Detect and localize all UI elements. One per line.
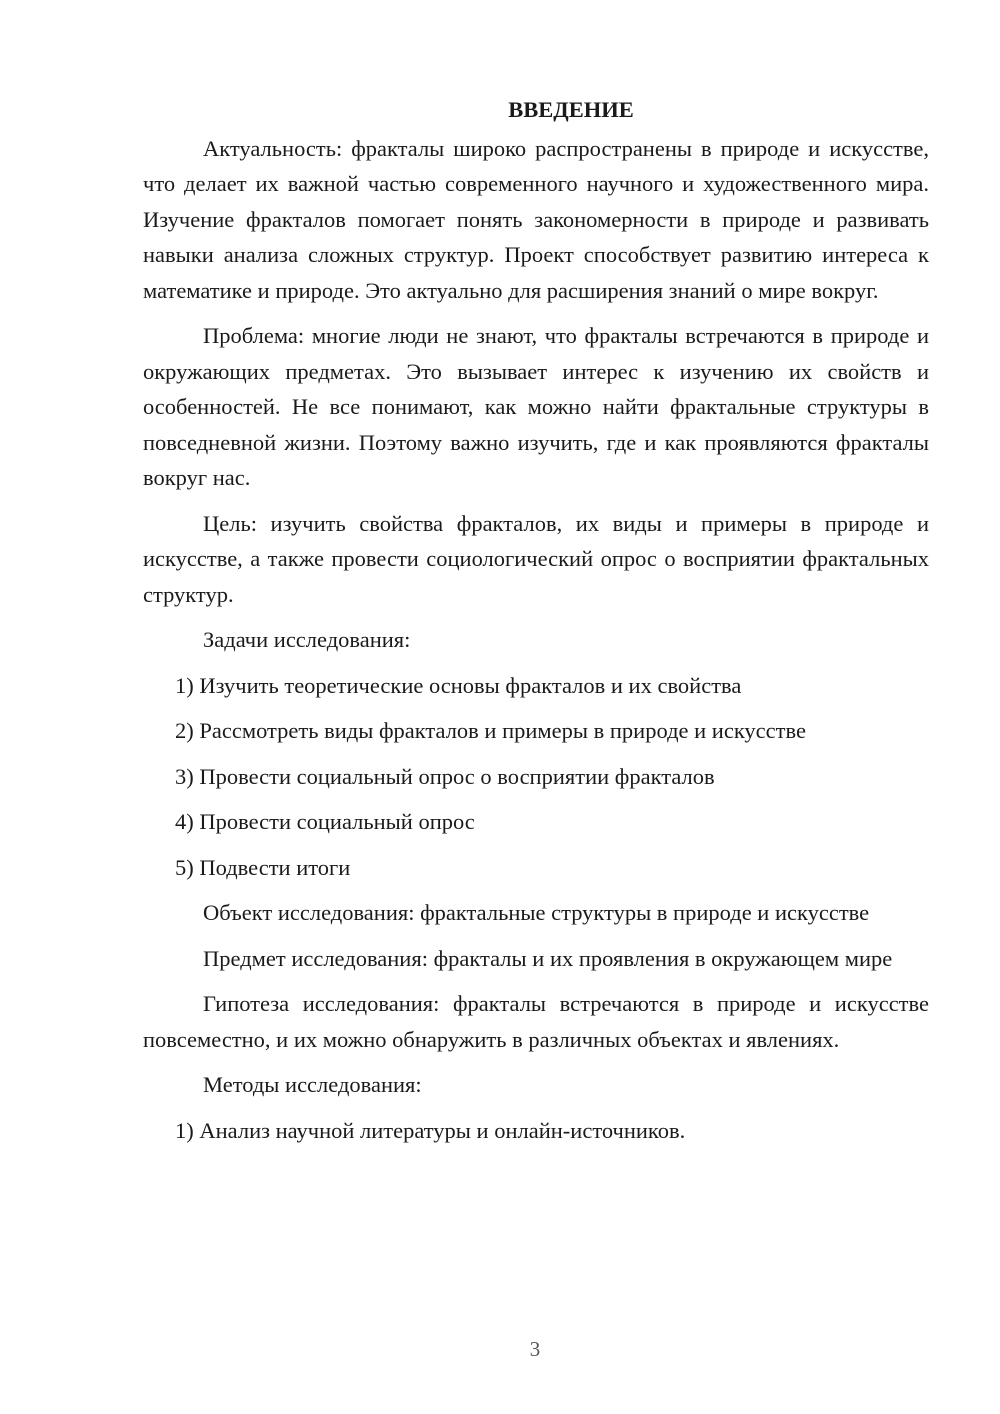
task-item: 2) Рассмотреть виды фракталов и примеры в природе и искусстве bbox=[175, 718, 806, 743]
page-content bbox=[143, 92, 929, 1158]
problem-paragraph: Проблема: многие люди не знают, что фракталы встречаются в природе и окружающих предметах. Это вызывает интерес к изучению их свойств и особенностей. Не все понимают, как можно найти фрактальные структуры в повседневной жизни. Поэтому важно изучить, где и как проявляются фракталы вокруг нас. bbox=[143, 323, 929, 490]
goal-paragraph: Цель: изучить свойства фракталов, их виды и примеры в природе и искусстве, а также провести социологический опрос о восприятии фрактальных структур. bbox=[143, 510, 929, 607]
page-number: 3 bbox=[529, 1337, 541, 1361]
task-item: 4) Провести социальный опрос bbox=[175, 809, 475, 834]
subject-paragraph: Предмет исследования: фракталы и их проявления в окружающем мире bbox=[203, 945, 893, 971]
tasks-list bbox=[143, 668, 929, 886]
tasks-label: Задачи исследования: bbox=[203, 627, 411, 652]
relevance-paragraph: Актуальность: фракталы широко распространены в природе и искусстве, что делает их важной частью современного научного и художественного мира. Изучение фракталов помогает понять закономерности в природе и развивать навыки анализа сложных структур. Проект способствует развитию интереса к математике и природе. Это актуально для расширения знаний о мире вокруг. bbox=[143, 135, 929, 303]
methods-label: Методы исследования: bbox=[203, 1072, 422, 1097]
hypothesis-paragraph: Гипотеза исследования: фракталы встречаются в природе и искусстве повсеместно, и их можно обнаружить в различных объектах и явлениях. bbox=[143, 991, 929, 1052]
method-item: 1) Анализ научной литературы и онлайн-источников. bbox=[175, 1117, 686, 1143]
section-heading: ВВЕДЕНИЕ bbox=[508, 97, 634, 122]
task-item: 3) Провести социальный опрос о восприятии фракталов bbox=[175, 763, 715, 789]
task-item: 5) Подвести итоги bbox=[175, 854, 351, 880]
object-paragraph: Объект исследования: фрактальные структуры в природе и искусстве bbox=[203, 900, 870, 925]
task-item: 1) Изучить теоретические основы фракталов и их свойства bbox=[175, 672, 742, 698]
methods-list bbox=[143, 1113, 929, 1149]
